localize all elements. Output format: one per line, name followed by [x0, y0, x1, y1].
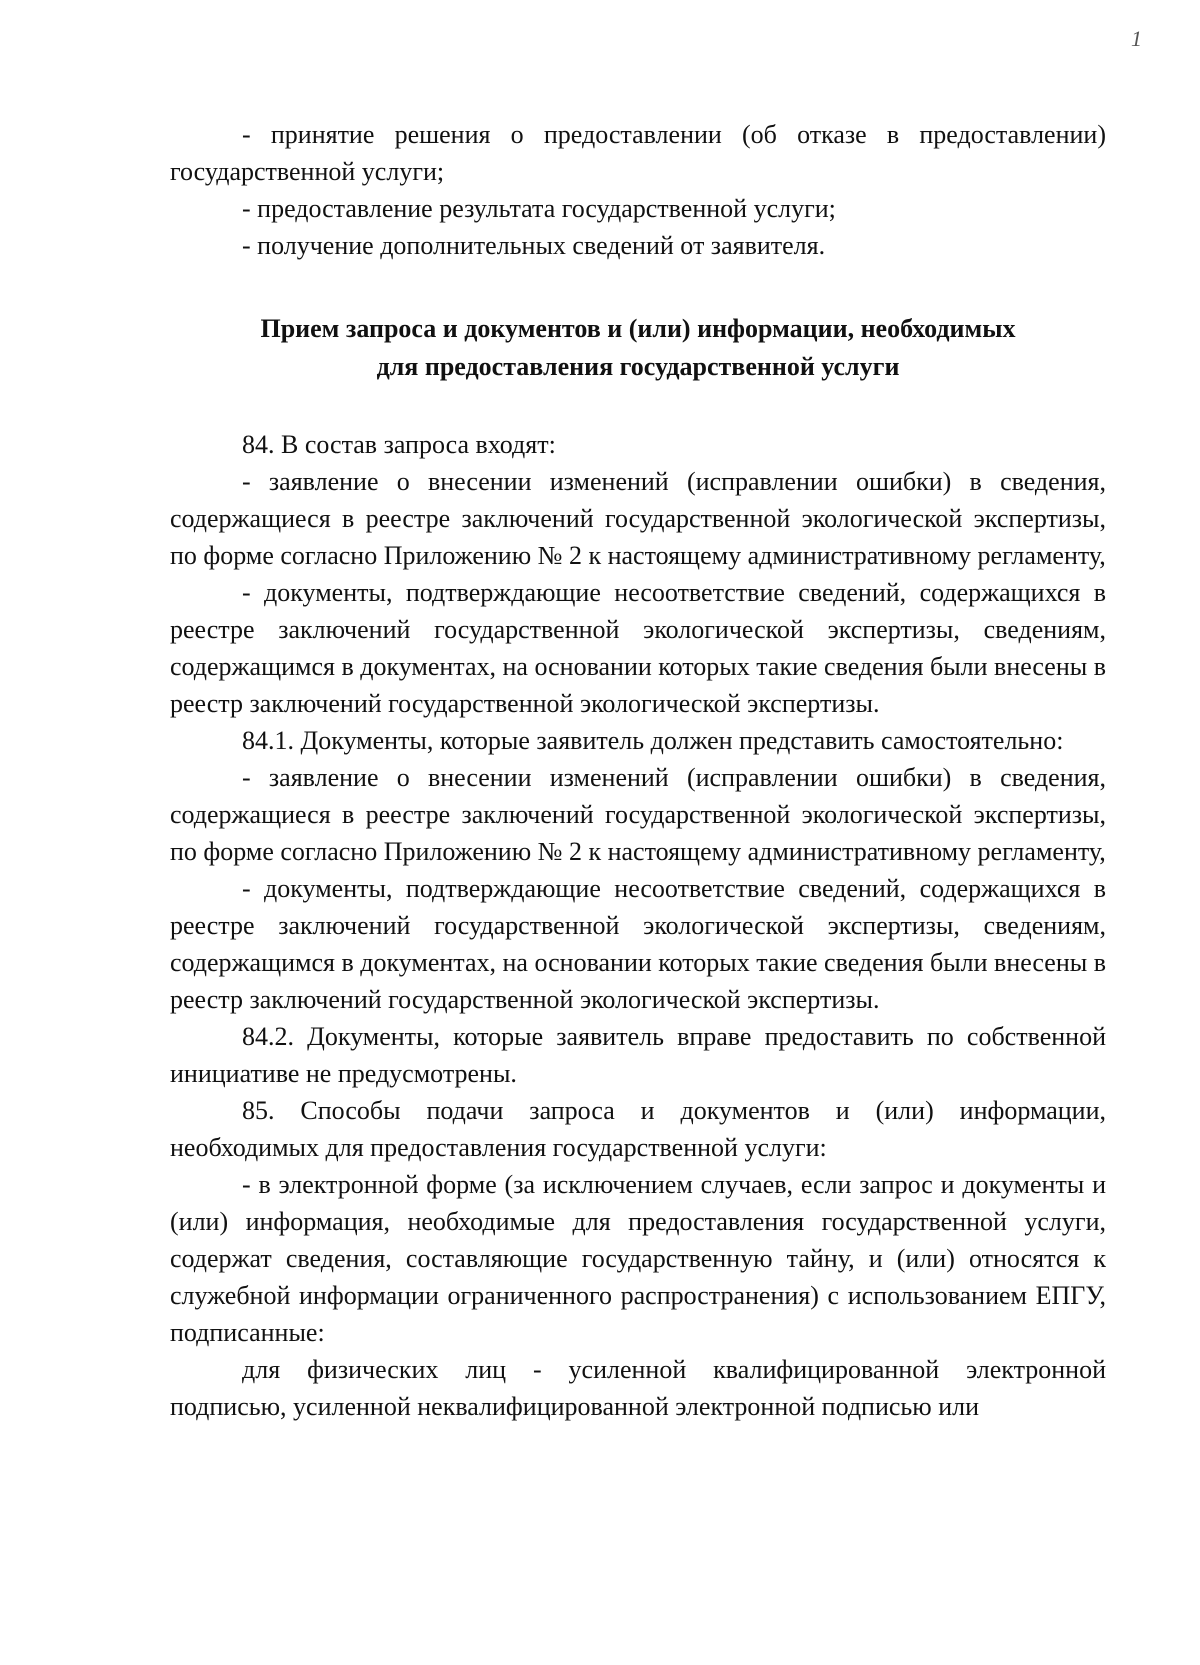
document-body — [170, 116, 1106, 1425]
section-heading — [170, 310, 1106, 386]
intro-item: - получение дополнительных сведений от заявителя. — [242, 231, 826, 260]
section-heading-line: Прием запроса и документов и (или) информации, необходимых — [260, 314, 1016, 343]
paragraph: 84. В состав запроса входят: — [242, 430, 556, 459]
paragraph: 84.1. Документы, которые заявитель должен представить самостоятельно: — [242, 726, 1064, 755]
paragraph: - в электронной форме (за исключением случаев, если запрос и документы и (или) информация, необходимые для предоставления государственной услуги, содержат сведения, составляющие государственную тайну, и (или) относятся к служебной информации ограниченного распространения) с использованием ЕПГУ, подписанные: — [170, 1170, 1106, 1347]
paragraph: - заявление о внесении изменений (исправлении ошибки) в сведения, содержащиеся в реестре заключений государственной экологической экспертизы, по форме согласно Приложению № 2 к настоящему административному регламенту, — [170, 763, 1106, 866]
paragraph: - документы, подтверждающие несоответствие сведений, содержащихся в реестре заключений государственной экологической экспертизы, сведениям, содержащимся в документах, на основании которых такие сведения были внесены в реестр заключений государственной экологической экспертизы. — [170, 874, 1106, 1014]
intro-item: - предоставление результата государственной услуги; — [242, 194, 836, 223]
intro-item: - принятие решения о предоставлении (об отказе в предоставлении) государственной услуги; — [170, 120, 1106, 186]
paragraph: для физических лиц - усиленной квалифицированной электронной подписью, усиленной неквалифицированной электронной подписью или — [170, 1355, 1106, 1421]
paragraph: 85. Способы подачи запроса и документов и (или) информации, необходимых для предоставления государственной услуги: — [170, 1096, 1106, 1162]
paragraph: 84.2. Документы, которые заявитель вправе предоставить по собственной инициативе не предусмотрены. — [170, 1022, 1106, 1088]
paragraph: - заявление о внесении изменений (исправлении ошибки) в сведения, содержащиеся в реестре заключений государственной экологической экспертизы, по форме согласно Приложению № 2 к настоящему административному регламенту, — [170, 467, 1106, 570]
paragraph: - документы, подтверждающие несоответствие сведений, содержащихся в реестре заключений государственной экологической экспертизы, сведениям, содержащимся в документах, на основании которых такие сведения были внесены в реестр заключений государственной экологической экспертизы. — [170, 578, 1106, 718]
page-number-mark: 1 — [1131, 26, 1142, 51]
section-heading-line: для предоставления государственной услуги — [376, 352, 900, 381]
